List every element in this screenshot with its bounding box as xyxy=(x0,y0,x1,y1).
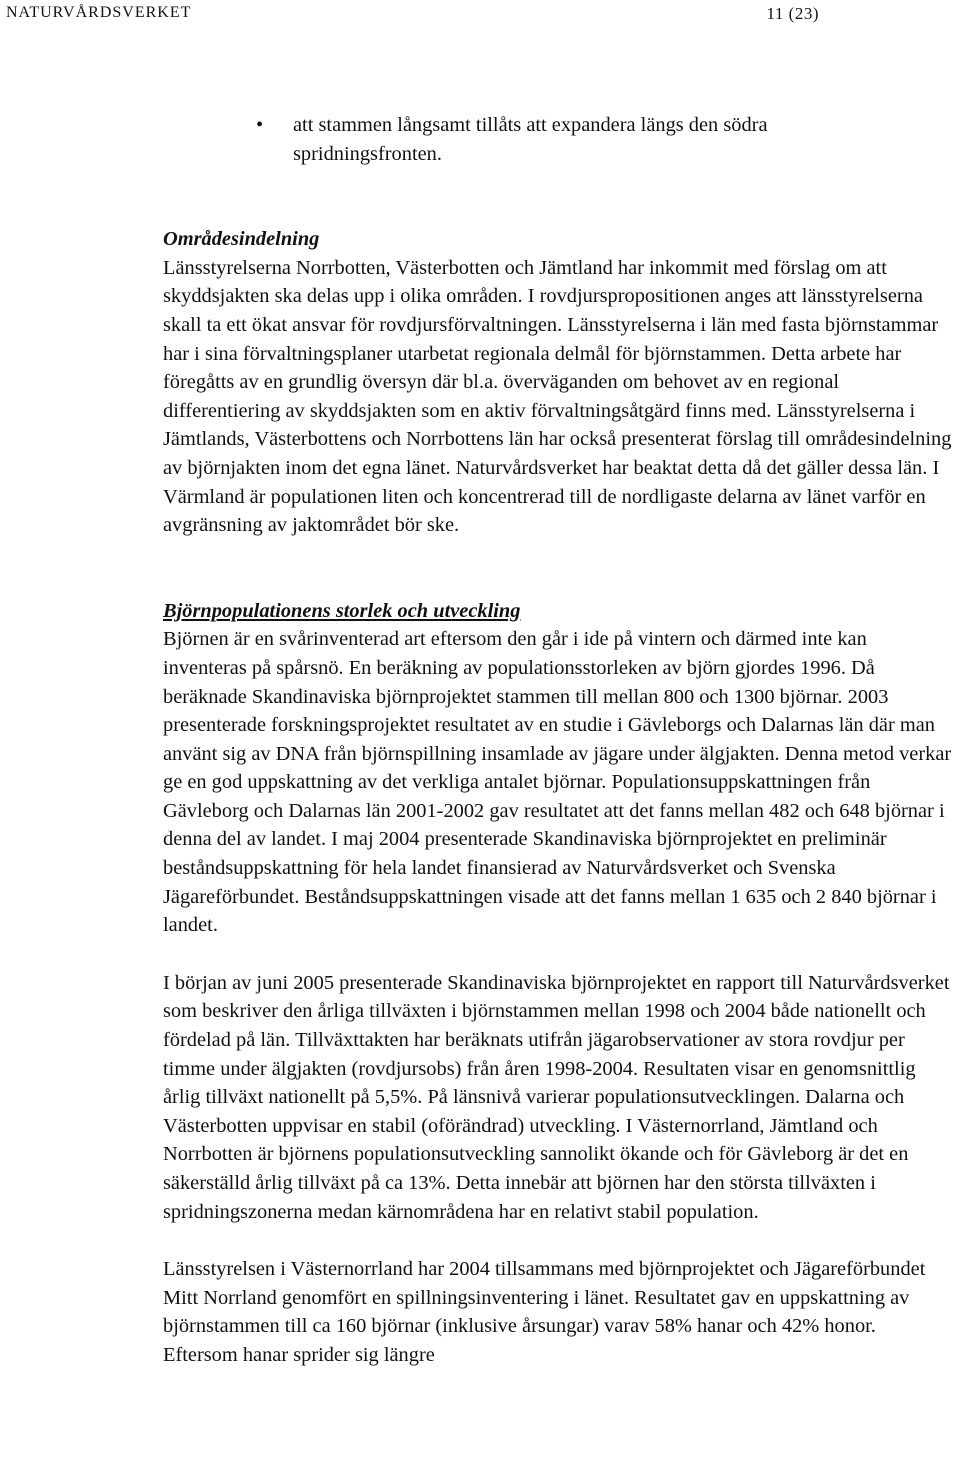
header-page-number: 11 (23) xyxy=(766,4,819,23)
section-paragraph: Länsstyrelserna Norrbotten, Västerbotten och Jämtland har inkommit med förslag om att skyddsjakten ska delas upp i olika områden. I rovdjurspropositionen anges att länsstyrelserna skall ta ett ökat ansvar för rovdjursförvaltningen. Länsstyrelserna i län med fasta björnstammar har i sina förvaltningsplaner utarbetat regionala delmål för björnstammen. Detta arbete har föregåtts av en grundlig översyn där bl.a. överväganden om behovet av en regional differentiering av skyddsjakten som en aktiv förvaltningsåtgärd finns med. Länsstyrelserna i Jämtlands, Västerbottens och Norrbottens län har också presenterat förslag till områdesindelning av björnjakten inom det egna länet. Naturvårdsverket har beaktat detta då det gäller dessa län. I Värmland är populationen liten och koncentrerad till de nordligaste delarna av länet varför en avgränsning av jaktområdet bör ske. xyxy=(163,256,952,537)
section-paragraph: I början av juni 2005 presenterade Skandinaviska björnprojektet en rapport till Naturvårdsverket som beskriver den årliga tillväxten i björnstammen mellan 1998 och 2004 både nationellt och fördelad på län. Tillväxttakten har beräknats utifrån jägarobservationer av stora rovdjur per timme under älgjakten (rovdjursobs) från åren 1998-2004. Resultaten visar en genomsnittlig årlig tillväxt nationellt på 5,5%. På länsnivå varierar populationsutvecklingen. Dalarna och Västerbotten uppvisar en stabil (oförändrad) utveckling. I Västernorrland, Jämtland och Norrbotten är björnens populationsutveckling sannolikt ökande och för Gävleborg är det en säkerställd årlig tillväxt på ca 13%. Detta innebär att björnen har den största tillväxten i spridningszonerna medan kärnområdena har en relativt stabil population. xyxy=(163,971,950,1223)
section-bjornpopulation xyxy=(163,597,953,1370)
section-paragraph: Björnen är en svårinventerad art eftersom den går i ide på vintern och därmed inte kan inventeras på spårsnö. En beräkning av populationsstorleken av björn gjordes 1996. Då beräknade Skandinaviska björnprojektet stammen till mellan 800 och 1300 björnar. 2003 presenterade forskningsprojektet resultatet av en studie i Gävleborgs och Dalarnas län där man använt sig av DNA från björnspillning insamlade av jägare under älgjakten. Denna metod verkar ge en god uppskattning av det verkliga antalet björnar. Populationsuppskattningen från Gävleborg och Dalarnas län 2001-2002 gav resultatet att det fanns mellan 482 och 648 björnar i denna del av landet. I maj 2004 presenterade Skandinaviska björnprojektet en preliminär beståndsuppskattning för hela landet finansierad av Naturvårdsverket och Svenska Jägareförbundet. Beståndsuppskattningen visade att det fanns mellan 1 635 och 2 840 björnar i landet. xyxy=(163,628,952,937)
section-omradesindelning xyxy=(163,225,953,540)
section-heading: Björnpopulationens storlek och utveckling xyxy=(163,599,521,622)
page-header xyxy=(6,4,819,26)
section-heading: Områdesindelning xyxy=(163,228,320,251)
document-body xyxy=(163,111,953,1370)
bullet-list xyxy=(0,111,853,168)
bullet-item-text: att stammen långsamt tillåts att expandera längs den södra spridningsfronten. xyxy=(293,114,768,165)
header-organization: NATURVÅRDSVERKET xyxy=(6,4,192,21)
bullet-dot: • xyxy=(256,114,264,136)
section-paragraph: Länsstyrelsen i Västernorrland har 2004 tillsammans med björnprojektet och Jägareförbundet Mitt Norrland genomfört en spillningsinventering i länet. Resultatet gav en uppskattning av björnstammen till ca 160 björnar (inklusive årsungar) varav 58% hanar och 42% honor. Eftersom hanar sprider sig längre xyxy=(163,1258,926,1366)
